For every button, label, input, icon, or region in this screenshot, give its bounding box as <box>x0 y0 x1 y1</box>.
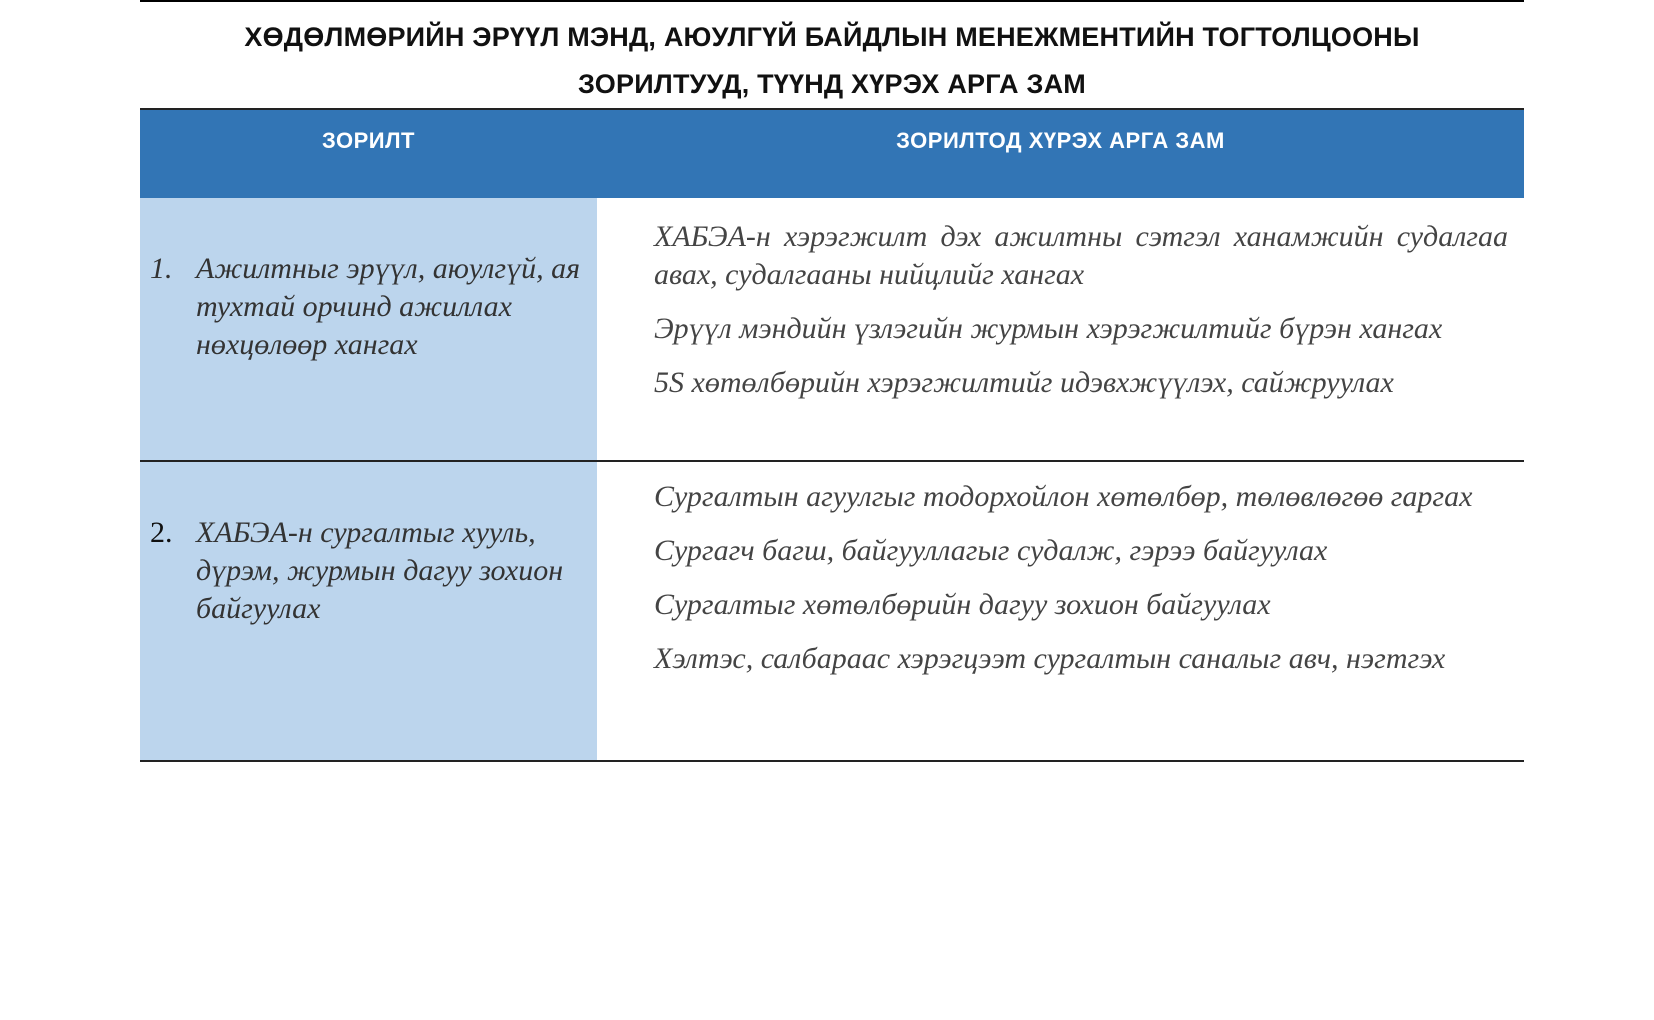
top-rule <box>140 0 1524 2</box>
ways-cell <box>597 198 1524 460</box>
goals-table <box>140 108 1524 762</box>
ways-cell <box>597 462 1524 760</box>
header-goal: ЗОРИЛТ <box>322 128 415 153</box>
way-item: Сургагч багш, байгууллагыг судалж, гэрээ байгуулах <box>654 534 1328 567</box>
way-item: Эрүүл мэндийн үзлэгийн журмын хэрэгжилтийг бүрэн хангах <box>654 312 1443 345</box>
header-ways: ЗОРИЛТОД ХҮРЭХ АРГА ЗАМ <box>896 128 1225 153</box>
table-row <box>140 198 1524 462</box>
way-item: Хэлтэс, салбараас хэрэгцээт сургалтын саналыг авч, нэгтгэх <box>654 642 1446 675</box>
way-item: 5S хөтөлбөрийн хэрэгжилтийг идэвхжүүлэх, сайжруулах <box>654 366 1394 399</box>
way-item: Сургалтын агуулгыг тодорхойлон хөтөлбөр, төлөвлөгөө гаргах <box>654 480 1473 513</box>
goal-cell <box>140 198 597 460</box>
goal-cell <box>140 462 597 760</box>
way-item: Сургалтыг хөтөлбөрийн дагуу зохион байгуулах <box>654 588 1271 621</box>
document-title <box>140 14 1524 108</box>
table-header <box>140 108 1524 198</box>
goal-number: 2. <box>150 516 173 549</box>
goal-number: 1. <box>150 252 173 285</box>
way-item: ХАБЭА-н хэрэгжилт дэх ажилтны сэтгэл ханамжийн судалгаа авах, судалгааны нийцлийг хангах <box>654 220 1508 291</box>
goal-text: ХАБЭА-н сургалтыг хууль, дүрэм, журмын дагуу зохион байгуулах <box>196 516 564 625</box>
title-line-2: ЗОРИЛТУУД, ТҮҮНД ХҮРЭХ АРГА ЗАМ <box>578 69 1086 99</box>
table-row <box>140 462 1524 762</box>
goal-text: Ажилтныг эрүүл, аюулгүй, ая тухтай орчинд ажиллах нөхцөлөөр хангах <box>196 252 581 361</box>
title-line-1: ХӨДӨЛМӨРИЙН ЭРҮҮЛ МЭНД, АЮУЛГҮЙ БАЙДЛЫН МЕНЕЖМЕНТИЙН ТОГТОЛЦООНЫ <box>244 22 1420 52</box>
